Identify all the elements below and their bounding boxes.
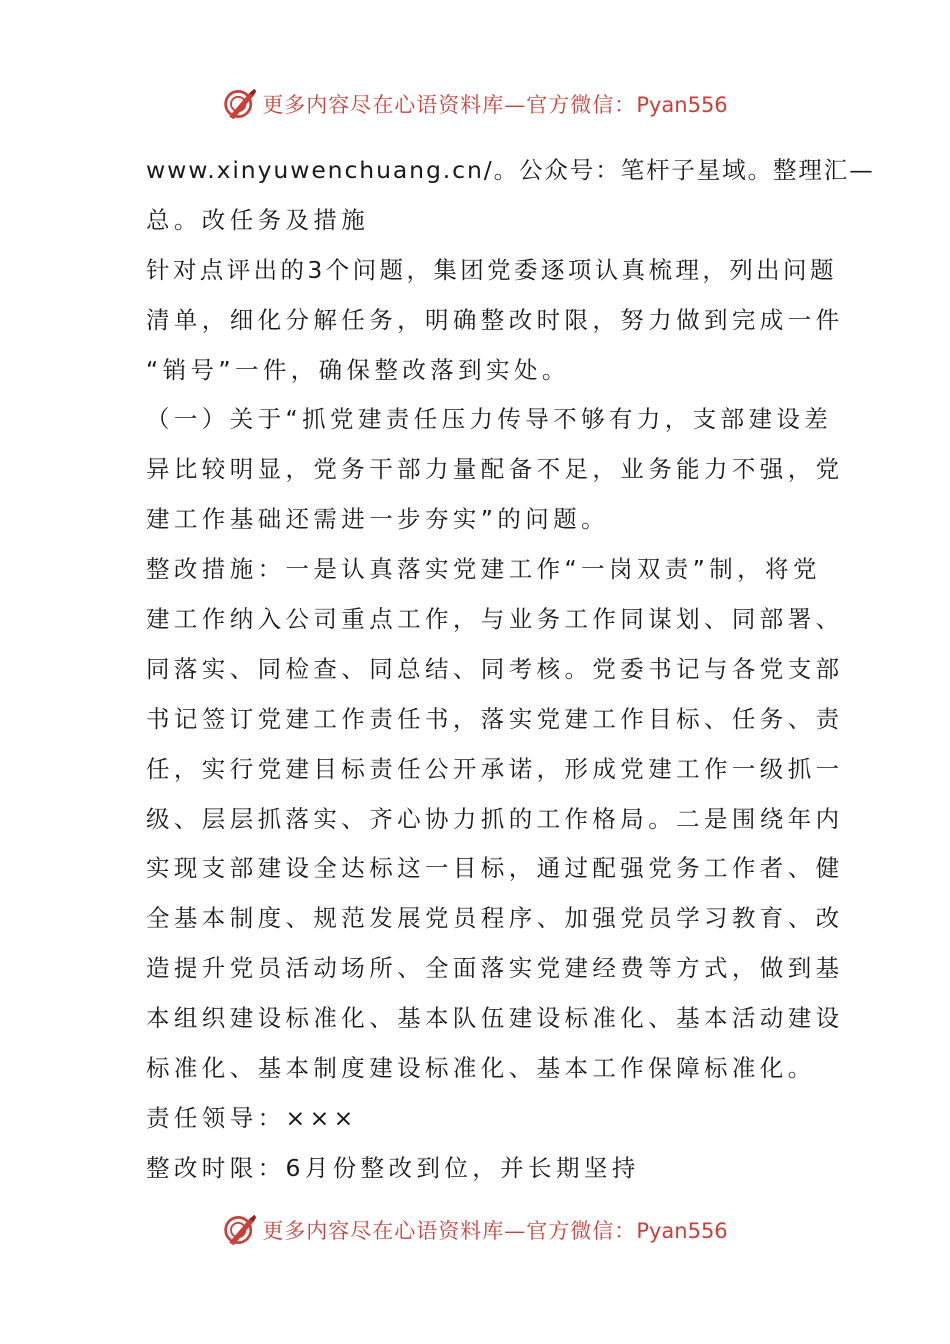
text-line: 异比较明显，党务干部力量配备不足，业务能力不强，党 <box>146 455 844 484</box>
text-line: 建工作基础还需进一步夯实”的问题。 <box>146 505 609 534</box>
text-line: 全基本制度、规范发展党员程序、加强党员学习教育、改 <box>146 904 844 933</box>
text-line: 标准化、基本制度建设标准化、基本工作保障标准化。 <box>146 1054 816 1083</box>
text-line: 实现支部建设全达标这一目标，通过配强党务工作者、健 <box>146 854 844 883</box>
text-line: 清单，细化分解任务，明确整改时限，努力做到完成一件 <box>146 305 844 334</box>
pen-logo-icon <box>222 86 258 122</box>
text-line: 本组织建设标准化、基本队伍建设标准化、基本活动建设 <box>146 1004 844 1033</box>
text-line: 同落实、同检查、同总结、同考核。党委书记与各党支部 <box>146 654 844 683</box>
text-line: 整改措施：一是认真落实党建工作“一岗双责”制，将党 <box>146 555 821 584</box>
text-line: 总。改任务及措施 <box>146 205 370 234</box>
text-line: （一）关于“抓党建责任压力传导不够有力，支部建设差 <box>146 405 833 434</box>
pen-logo-icon <box>222 1212 258 1248</box>
banner-text: 更多内容尽在心语资料库—官方微信：Pyan556 <box>262 93 728 117</box>
text-line: 造提升党员活动场所、全面落实党建经费等方式，做到基 <box>146 954 844 983</box>
text-line: 整改时限：6月份整改到位，并长期坚持 <box>146 1153 640 1182</box>
document-body <box>146 146 875 1194</box>
text-line: 针对点评出的3个问题，集团党委逐项认真梳理，列出问题 <box>146 255 837 284</box>
header-banner <box>0 82 950 126</box>
banner-text: 更多内容尽在心语资料库—官方微信：Pyan556 <box>262 1219 728 1243</box>
text-line: “销号”一件，确保整改落到实处。 <box>146 355 570 384</box>
text-line: 书记签订党建工作责任书，落实党建工作目标、任务、责 <box>146 704 844 733</box>
text-line: www.xinyuwenchuang.cn/。公众号：笔杆子星域。整理汇— <box>146 156 875 184</box>
text-line: 责任领导：××× <box>146 1103 358 1132</box>
text-line: 建工作纳入公司重点工作，与业务工作同谋划、同部署、 <box>146 605 844 634</box>
text-line: 任，实行党建目标责任公开承诺，形成党建工作一级抓一 <box>146 754 844 783</box>
footer-banner <box>0 1208 950 1252</box>
text-line: 级、层层抓落实、齐心协力抓的工作格局。二是围绕年内 <box>146 804 844 833</box>
